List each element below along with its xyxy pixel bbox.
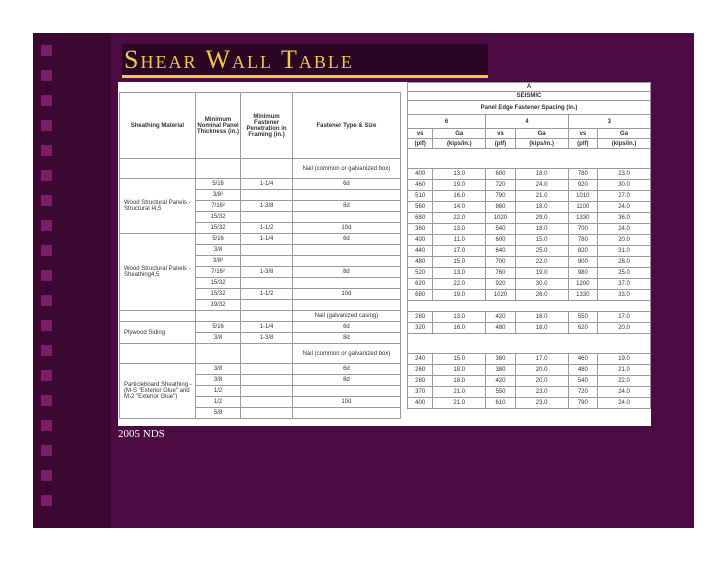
table-row xyxy=(408,180,651,191)
film-hole xyxy=(41,195,52,206)
cell-size: 8d xyxy=(292,267,400,278)
sheathing-material: Plywood Siding xyxy=(120,322,196,344)
film-hole xyxy=(41,470,52,481)
cell-value: 560 xyxy=(408,202,433,213)
cell-value: 20.0 xyxy=(598,235,651,246)
cell-size xyxy=(292,408,400,419)
cell-value: 1020 xyxy=(486,290,516,301)
cell-size: 8d xyxy=(292,201,400,212)
cell-pen: 1-1/4 xyxy=(241,179,293,190)
cell-value: 1010 xyxy=(568,191,598,202)
cell-thick: 5/16 xyxy=(195,179,240,190)
cell-value: 680 xyxy=(408,290,433,301)
cell-value: 440 xyxy=(408,246,433,257)
cell-pen xyxy=(241,278,293,289)
table-row xyxy=(408,376,651,387)
cell-value: 700 xyxy=(486,257,516,268)
slide-title: Shear Wall Table xyxy=(122,44,488,78)
table-row xyxy=(120,364,401,375)
cell-thick: 5/16 xyxy=(195,322,240,333)
header-seismic: SEISMIC xyxy=(408,92,651,101)
cell-value: 280 xyxy=(408,312,433,323)
note-row xyxy=(408,334,651,354)
cell-value: 18.0 xyxy=(515,202,568,213)
cell-thick: 7/16² xyxy=(195,267,240,278)
cell-value: 1100 xyxy=(568,202,598,213)
cell-value: 480 xyxy=(486,323,516,334)
table-row xyxy=(408,398,651,409)
cell-value: 260 xyxy=(408,365,433,376)
cell-value: 17.0 xyxy=(433,246,486,257)
note-row xyxy=(120,311,401,322)
cell-value: 26.0 xyxy=(515,290,568,301)
cell-value: 23.0 xyxy=(515,398,568,409)
cell-thick: 15/32 xyxy=(195,223,240,234)
cell-thick: 7/16² xyxy=(195,201,240,212)
film-strip xyxy=(33,33,111,528)
cell-value: 320 xyxy=(408,323,433,334)
cell-thick: 5/16 xyxy=(195,234,240,245)
note-nail-galvanized: Nail (galvanized casing) xyxy=(292,311,400,322)
header-plf: (plf) xyxy=(568,139,598,149)
header-vs: vs xyxy=(568,129,598,139)
table-row xyxy=(408,235,651,246)
cell-value: 460 xyxy=(408,180,433,191)
cell-value: 280 xyxy=(408,376,433,387)
cell-value: 22.0 xyxy=(515,257,568,268)
sheathing-material: Wood Structural Panels - Sheathing4,5 xyxy=(120,234,196,311)
cell-value: 520 xyxy=(408,268,433,279)
cell-thick: 15/32 xyxy=(195,278,240,289)
cell-value: 17.0 xyxy=(598,312,651,323)
cell-value: 16.0 xyxy=(433,191,486,202)
source-caption: 2005 NDS xyxy=(118,428,165,440)
cell-value: 21.0 xyxy=(433,398,486,409)
header-spacing-3: 3 xyxy=(568,115,650,129)
film-hole xyxy=(41,270,52,281)
cell-value: 18.0 xyxy=(515,224,568,235)
film-hole xyxy=(41,420,52,431)
cell-value: 27.0 xyxy=(598,191,651,202)
table-row xyxy=(408,268,651,279)
cell-size xyxy=(292,300,400,311)
cell-pen xyxy=(241,375,293,386)
note-row xyxy=(408,301,651,312)
header-thickness: Minimum Nominal Panel Thickness (in.) xyxy=(195,93,240,159)
cell-pen xyxy=(241,190,293,201)
cell-value: 36.0 xyxy=(598,213,651,224)
table-row xyxy=(408,354,651,365)
left-table xyxy=(119,92,401,419)
cell-pen xyxy=(241,397,293,408)
cell-size: 10d xyxy=(292,397,400,408)
film-hole xyxy=(41,70,52,81)
cell-size: 8d xyxy=(292,333,400,344)
cell-size: 6d xyxy=(292,364,400,375)
cell-value: 24.0 xyxy=(598,398,651,409)
cell-thick: 3/8 xyxy=(195,364,240,375)
cell-value: 11.0 xyxy=(433,235,486,246)
cell-value: 19.0 xyxy=(433,290,486,301)
cell-value: 20.0 xyxy=(515,365,568,376)
cell-value: 13.0 xyxy=(433,312,486,323)
cell-value: 19.0 xyxy=(598,354,651,365)
cell-pen: 1-3/8 xyxy=(241,267,293,278)
header-kips: (kips/in.) xyxy=(515,139,568,149)
cell-value: 15.0 xyxy=(433,257,486,268)
cell-thick: 3/8 xyxy=(195,333,240,344)
cell-value: 22.0 xyxy=(598,376,651,387)
cell-size: 10d xyxy=(292,289,400,300)
cell-value: 24.0 xyxy=(598,387,651,398)
cell-value: 790 xyxy=(486,191,516,202)
header-ga: Ga xyxy=(515,129,568,139)
shear-wall-table-image xyxy=(118,82,651,426)
note-nail-common: Nail (common or galvanized box) xyxy=(292,344,400,364)
cell-value: 24.0 xyxy=(515,180,568,191)
film-hole xyxy=(41,170,52,181)
cell-value: 480 xyxy=(408,257,433,268)
cell-value: 18.0 xyxy=(515,169,568,180)
table-row xyxy=(408,191,651,202)
cell-value: 360 xyxy=(408,224,433,235)
cell-value: 720 xyxy=(486,180,516,191)
table-row xyxy=(120,179,401,190)
table-row xyxy=(408,290,651,301)
cell-value: 18.0 xyxy=(433,365,486,376)
cell-pen: 1-1/2 xyxy=(241,289,293,300)
cell-size: 8d xyxy=(292,375,400,386)
cell-value: 25.0 xyxy=(515,246,568,257)
cell-value: 720 xyxy=(568,387,598,398)
cell-thick: 3/8 xyxy=(195,375,240,386)
header-plf: (plf) xyxy=(408,139,433,149)
table-row xyxy=(408,312,651,323)
header-penetration: Minimum Fastener Penetration in Framing (in.) xyxy=(241,93,293,159)
cell-value: 31.0 xyxy=(598,246,651,257)
sheathing-material: Wood Structural Panels - Structural I4,5 xyxy=(120,179,196,234)
cell-thick: 15/32 xyxy=(195,289,240,300)
left-table-body xyxy=(120,179,401,419)
cell-value: 23.0 xyxy=(515,387,568,398)
header-kips: (kips/in.) xyxy=(433,139,486,149)
cell-value: 22.0 xyxy=(433,213,486,224)
header-ga: Ga xyxy=(598,129,651,139)
cell-pen xyxy=(241,245,293,256)
cell-value: 24.0 xyxy=(598,202,651,213)
cell-thick: 1/2 xyxy=(195,397,240,408)
header-spacing-4: 4 xyxy=(486,115,568,129)
cell-value: 18.0 xyxy=(433,376,486,387)
cell-value: 540 xyxy=(486,224,516,235)
table-row xyxy=(408,279,651,290)
cell-value: 400 xyxy=(408,398,433,409)
right-table xyxy=(407,82,651,409)
cell-value: 610 xyxy=(486,398,516,409)
cell-value: 20.0 xyxy=(598,323,651,334)
film-hole xyxy=(41,45,52,56)
cell-pen: 1-1/4 xyxy=(241,234,293,245)
sheathing-material: Particleboard Sheathing - (M-S "Exterior Glue" and M-2 "Exterior Glue") xyxy=(120,364,196,419)
cell-value: 21.0 xyxy=(433,387,486,398)
film-hole xyxy=(41,495,52,506)
table-row xyxy=(408,257,651,268)
cell-pen: 1-3/8 xyxy=(241,201,293,212)
cell-thick: 19/32 xyxy=(195,300,240,311)
cell-value: 21.0 xyxy=(598,365,651,376)
cell-value: 13.0 xyxy=(433,224,486,235)
table-row xyxy=(408,169,651,180)
table-row xyxy=(408,387,651,398)
header-sheathing: Sheathing Material xyxy=(120,93,196,159)
cell-value: 540 xyxy=(568,376,598,387)
cell-value: 1200 xyxy=(568,279,598,290)
cell-value: 640 xyxy=(486,246,516,257)
cell-value: 18.0 xyxy=(515,323,568,334)
table-row xyxy=(408,365,651,376)
cell-size xyxy=(292,278,400,289)
cell-value: 820 xyxy=(568,246,598,257)
cell-thick: 3/8² xyxy=(195,190,240,201)
header-a: A xyxy=(408,83,651,92)
cell-value: 920 xyxy=(486,279,516,290)
cell-value: 980 xyxy=(568,268,598,279)
cell-thick: 1/2 xyxy=(195,386,240,397)
cell-value: 620 xyxy=(568,323,598,334)
cell-value: 780 xyxy=(568,235,598,246)
table-row xyxy=(408,202,651,213)
cell-value: 24.0 xyxy=(598,224,651,235)
cell-size xyxy=(292,245,400,256)
cell-thick: 15/32 xyxy=(195,212,240,223)
table-row xyxy=(120,322,401,333)
cell-value: 790 xyxy=(568,398,598,409)
cell-size xyxy=(292,190,400,201)
note-row xyxy=(120,344,401,364)
cell-value: 25.0 xyxy=(598,268,651,279)
cell-value: 13.0 xyxy=(433,169,486,180)
table-row xyxy=(408,323,651,334)
cell-value: 780 xyxy=(568,169,598,180)
cell-size xyxy=(292,386,400,397)
cell-value: 33.0 xyxy=(598,290,651,301)
cell-value: 30.0 xyxy=(598,180,651,191)
cell-value: 550 xyxy=(568,312,598,323)
cell-value: 480 xyxy=(568,365,598,376)
cell-value: 510 xyxy=(408,191,433,202)
cell-value: 360 xyxy=(486,354,516,365)
film-hole xyxy=(41,220,52,231)
film-hole xyxy=(41,145,52,156)
film-hole xyxy=(41,245,52,256)
cell-value: 15.0 xyxy=(515,235,568,246)
film-hole xyxy=(41,395,52,406)
cell-size xyxy=(292,212,400,223)
cell-value: 860 xyxy=(486,202,516,213)
table-row xyxy=(408,213,651,224)
film-hole xyxy=(41,345,52,356)
cell-value: 550 xyxy=(486,387,516,398)
right-table-body xyxy=(408,169,651,409)
cell-value: 17.0 xyxy=(515,354,568,365)
cell-value: 1020 xyxy=(486,213,516,224)
film-hole xyxy=(41,95,52,106)
cell-value: 420 xyxy=(486,312,516,323)
header-vs: vs xyxy=(486,129,516,139)
film-hole xyxy=(41,320,52,331)
cell-value: 37.0 xyxy=(598,279,651,290)
table-row xyxy=(120,234,401,245)
cell-pen xyxy=(241,364,293,375)
header-spacing-6: 6 xyxy=(408,115,486,129)
header-fastener: Fastener Type & Size xyxy=(292,93,400,159)
cell-pen: 1-1/4 xyxy=(241,322,293,333)
cell-value: 680 xyxy=(408,213,433,224)
cell-value: 19.0 xyxy=(433,180,486,191)
cell-value: 30.0 xyxy=(515,279,568,290)
cell-value: 900 xyxy=(568,257,598,268)
cell-thick: 5/8 xyxy=(195,408,240,419)
cell-value: 700 xyxy=(568,224,598,235)
cell-value: 420 xyxy=(486,376,516,387)
cell-value: 1330 xyxy=(568,213,598,224)
cell-value: 380 xyxy=(486,365,516,376)
header-plf: (plf) xyxy=(486,139,516,149)
cell-size: 10d xyxy=(292,223,400,234)
table-row xyxy=(408,224,651,235)
header-vs: vs xyxy=(408,129,433,139)
film-hole xyxy=(41,120,52,131)
film-hole xyxy=(41,295,52,306)
cell-size xyxy=(292,256,400,267)
cell-value: 600 xyxy=(486,235,516,246)
cell-value: 16.0 xyxy=(515,312,568,323)
cell-value: 13.0 xyxy=(433,268,486,279)
cell-thick: 3/8 xyxy=(195,245,240,256)
cell-value: 14.0 xyxy=(433,202,486,213)
cell-value: 15.0 xyxy=(433,354,486,365)
cell-value: 28.0 xyxy=(598,257,651,268)
cell-pen xyxy=(241,386,293,397)
film-hole xyxy=(41,445,52,456)
cell-thick: 3/8² xyxy=(195,256,240,267)
cell-value: 19.0 xyxy=(515,268,568,279)
cell-value: 23.0 xyxy=(598,169,651,180)
cell-pen xyxy=(241,408,293,419)
cell-value: 460 xyxy=(568,354,598,365)
header-kips: (kips/in.) xyxy=(598,139,651,149)
cell-pen xyxy=(241,256,293,267)
cell-value: 600 xyxy=(486,169,516,180)
cell-value: 370 xyxy=(408,387,433,398)
cell-value: 22.0 xyxy=(433,279,486,290)
cell-value: 240 xyxy=(408,354,433,365)
cell-value: 1330 xyxy=(568,290,598,301)
cell-value: 920 xyxy=(568,180,598,191)
cell-pen: 1-3/8 xyxy=(241,333,293,344)
cell-value: 29.0 xyxy=(515,213,568,224)
cell-size: 6d xyxy=(292,234,400,245)
header-ga: Ga xyxy=(433,129,486,139)
cell-value: 400 xyxy=(408,169,433,180)
cell-pen xyxy=(241,212,293,223)
cell-pen xyxy=(241,300,293,311)
cell-value: 760 xyxy=(486,268,516,279)
header-spacing: Panel Edge Fastener Spacing (in.) xyxy=(408,101,651,115)
cell-size: 6d xyxy=(292,322,400,333)
cell-size: 6d xyxy=(292,179,400,190)
cell-value: 20.0 xyxy=(515,376,568,387)
cell-value: 16.0 xyxy=(433,323,486,334)
cell-value: 21.0 xyxy=(515,191,568,202)
film-hole xyxy=(41,370,52,381)
table-row xyxy=(408,246,651,257)
cell-value: 620 xyxy=(408,279,433,290)
note-nail-common: Nail (common or galvanized box) xyxy=(292,159,400,179)
cell-value: 400 xyxy=(408,235,433,246)
cell-pen: 1-1/2 xyxy=(241,223,293,234)
